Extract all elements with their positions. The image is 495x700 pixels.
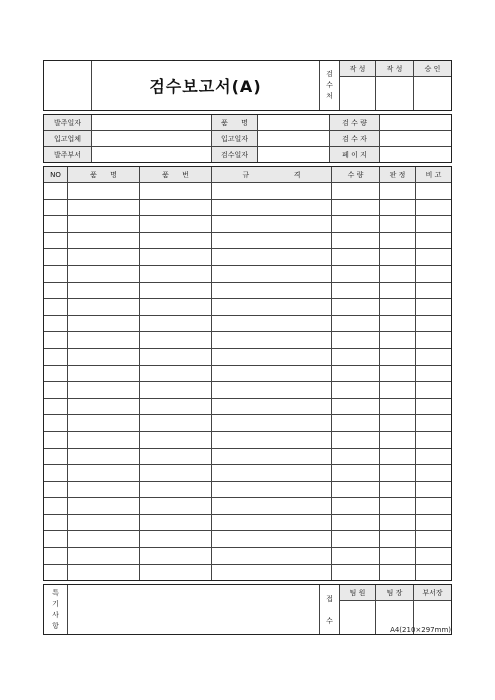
table-cell[interactable] [68, 216, 140, 233]
table-cell[interactable] [416, 498, 452, 515]
table-cell[interactable] [380, 431, 416, 448]
table-cell[interactable] [416, 465, 452, 482]
table-cell[interactable] [44, 332, 68, 349]
table-cell[interactable] [212, 199, 332, 216]
table-cell[interactable] [140, 183, 212, 200]
table-cell[interactable] [416, 183, 452, 200]
item-name-field[interactable] [258, 115, 330, 131]
col-header-quantity: 수 량 [332, 167, 380, 183]
table-cell[interactable] [332, 548, 380, 565]
table-cell[interactable] [332, 365, 380, 382]
table-cell[interactable] [380, 398, 416, 415]
table-cell[interactable] [68, 348, 140, 365]
table-cell[interactable] [44, 282, 68, 299]
report-header [43, 60, 452, 111]
table-cell[interactable] [380, 382, 416, 399]
table-cell[interactable] [332, 531, 380, 548]
table-cell[interactable] [44, 448, 68, 465]
approval-approver-label: 승 인 [414, 61, 452, 77]
table-cell[interactable] [416, 415, 452, 432]
inspected-qty-field[interactable] [380, 115, 452, 131]
table-cell[interactable] [416, 249, 452, 266]
signer-dept-head-label: 부서장 [414, 585, 452, 601]
table-cell[interactable] [44, 548, 68, 565]
table-cell[interactable] [68, 531, 140, 548]
table-cell[interactable] [44, 265, 68, 282]
table-cell[interactable] [212, 465, 332, 482]
table-cell[interactable] [68, 199, 140, 216]
table-cell[interactable] [332, 448, 380, 465]
table-cell[interactable] [212, 232, 332, 249]
table-cell[interactable] [380, 232, 416, 249]
table-cell[interactable] [140, 216, 212, 233]
signer-team-member-label: 팀 원 [340, 585, 376, 601]
table-cell[interactable] [416, 365, 452, 382]
table-cell[interactable] [212, 365, 332, 382]
table-cell[interactable] [140, 531, 212, 548]
table-cell[interactable] [416, 514, 452, 531]
table-cell[interactable] [380, 564, 416, 581]
table-cell[interactable] [332, 216, 380, 233]
table-cell[interactable] [380, 415, 416, 432]
table-cell[interactable] [140, 481, 212, 498]
table-cell[interactable] [212, 398, 332, 415]
table-cell[interactable] [68, 448, 140, 465]
table-cell[interactable] [416, 315, 452, 332]
table-cell[interactable] [380, 498, 416, 515]
table-cell[interactable] [212, 299, 332, 316]
table-cell[interactable] [140, 431, 212, 448]
table-cell[interactable] [332, 199, 380, 216]
table-cell[interactable] [380, 365, 416, 382]
signer-team-member-field[interactable] [340, 601, 376, 635]
table-cell[interactable] [140, 498, 212, 515]
col-header-no: NO [44, 167, 68, 183]
special-notes-field[interactable] [68, 585, 320, 635]
table-cell[interactable] [332, 514, 380, 531]
table-row [44, 548, 452, 565]
table-cell[interactable] [212, 265, 332, 282]
table-cell[interactable] [332, 348, 380, 365]
table-cell[interactable] [212, 514, 332, 531]
approval-writer-2-sign-field[interactable] [376, 77, 414, 111]
table-cell[interactable] [332, 415, 380, 432]
table-row [44, 183, 452, 200]
table-cell[interactable] [332, 332, 380, 349]
table-cell[interactable] [212, 332, 332, 349]
receipt-label: 접 수 [320, 585, 340, 635]
col-header-spec: 규 격 [212, 167, 332, 183]
table-cell[interactable] [44, 365, 68, 382]
table-cell[interactable] [44, 498, 68, 515]
table-cell[interactable] [380, 448, 416, 465]
paper-size-note: A4(210×297mm) [390, 626, 451, 634]
table-cell[interactable] [416, 199, 452, 216]
table-cell[interactable] [44, 249, 68, 266]
page-title: 검수보고서(A) [92, 61, 320, 111]
table-row [44, 249, 452, 266]
inspector-name-label: 검 수 자 [330, 131, 380, 147]
table-cell[interactable] [416, 564, 452, 581]
table-cell[interactable] [44, 431, 68, 448]
table-cell[interactable] [212, 382, 332, 399]
table-cell[interactable] [380, 216, 416, 233]
table-cell[interactable] [212, 282, 332, 299]
order-dept-field[interactable] [92, 147, 212, 163]
table-cell[interactable] [68, 465, 140, 482]
inspection-date-label: 검수일자 [212, 147, 258, 163]
table-cell[interactable] [68, 548, 140, 565]
table-cell[interactable] [416, 348, 452, 365]
table-cell[interactable] [380, 548, 416, 565]
table-cell[interactable] [212, 415, 332, 432]
table-cell[interactable] [68, 564, 140, 581]
table-cell[interactable] [416, 299, 452, 316]
table-cell[interactable] [416, 265, 452, 282]
table-cell[interactable] [68, 249, 140, 266]
table-cell[interactable] [380, 249, 416, 266]
order-date-label: 발주일자 [44, 115, 92, 131]
table-cell[interactable] [44, 216, 68, 233]
table-cell[interactable] [140, 282, 212, 299]
table-cell[interactable] [212, 448, 332, 465]
table-cell[interactable] [140, 415, 212, 432]
table-cell[interactable] [68, 365, 140, 382]
table-cell[interactable] [380, 315, 416, 332]
table-cell[interactable] [380, 282, 416, 299]
table-cell[interactable] [68, 398, 140, 415]
col-header-item-name: 품 명 [68, 167, 140, 183]
table-cell[interactable] [212, 183, 332, 200]
table-row [44, 199, 452, 216]
table-row [44, 431, 452, 448]
table-cell[interactable] [140, 315, 212, 332]
table-row [44, 415, 452, 432]
table-cell[interactable] [68, 315, 140, 332]
table-row [44, 265, 452, 282]
inspection-items-table [43, 166, 452, 581]
table-cell[interactable] [68, 332, 140, 349]
table-cell[interactable] [44, 232, 68, 249]
order-date-field[interactable] [92, 115, 212, 131]
table-cell[interactable] [332, 431, 380, 448]
approval-writer-2-label: 작 성 [376, 61, 414, 77]
table-cell[interactable] [380, 332, 416, 349]
table-row [44, 498, 452, 515]
table-cell[interactable] [332, 398, 380, 415]
table-cell[interactable] [332, 282, 380, 299]
table-row [44, 365, 452, 382]
table-row [44, 398, 452, 415]
inspection-date-field[interactable] [258, 147, 330, 163]
table-cell[interactable] [140, 249, 212, 266]
signer-team-leader-label: 팀 장 [376, 585, 414, 601]
table-row [44, 282, 452, 299]
table-cell[interactable] [140, 299, 212, 316]
table-row [44, 531, 452, 548]
table-cell[interactable] [44, 315, 68, 332]
col-header-remarks: 비 고 [416, 167, 452, 183]
table-cell[interactable] [212, 498, 332, 515]
table-cell[interactable] [44, 183, 68, 200]
table-cell[interactable] [68, 431, 140, 448]
table-cell[interactable] [332, 315, 380, 332]
table-cell[interactable] [212, 348, 332, 365]
table-row [44, 315, 452, 332]
inspector-name-field[interactable] [380, 131, 452, 147]
table-cell[interactable] [380, 348, 416, 365]
table-cell[interactable] [380, 199, 416, 216]
approval-writer-1-sign-field[interactable] [340, 77, 376, 111]
table-cell[interactable] [212, 481, 332, 498]
table-cell[interactable] [44, 415, 68, 432]
table-row [44, 465, 452, 482]
table-cell[interactable] [140, 514, 212, 531]
table-cell[interactable] [140, 465, 212, 482]
table-cell[interactable] [380, 183, 416, 200]
table-cell[interactable] [68, 299, 140, 316]
page-number-label: 페 이 지 [330, 147, 380, 163]
supplier-label: 입고업체 [44, 131, 92, 147]
table-cell[interactable] [332, 465, 380, 482]
inspection-report-form [43, 60, 451, 635]
receipt-date-label: 입고일자 [212, 131, 258, 147]
table-row [44, 299, 452, 316]
table-cell[interactable] [212, 431, 332, 448]
table-cell[interactable] [68, 382, 140, 399]
inspector-label: 검 수 처 [320, 61, 340, 111]
table-row [44, 564, 452, 581]
table-row [44, 514, 452, 531]
table-cell[interactable] [44, 299, 68, 316]
table-cell[interactable] [212, 315, 332, 332]
table-cell[interactable] [44, 199, 68, 216]
table-cell[interactable] [416, 232, 452, 249]
table-cell[interactable] [44, 514, 68, 531]
table-cell[interactable] [416, 216, 452, 233]
table-cell[interactable] [140, 564, 212, 581]
approval-writer-1-label: 작 성 [340, 61, 376, 77]
table-cell[interactable] [68, 265, 140, 282]
table-cell[interactable] [380, 265, 416, 282]
table-cell[interactable] [332, 265, 380, 282]
table-cell[interactable] [140, 332, 212, 349]
table-cell[interactable] [140, 365, 212, 382]
table-cell[interactable] [380, 465, 416, 482]
special-notes-label: 특 기 사 항 [44, 585, 68, 635]
table-cell[interactable] [68, 282, 140, 299]
table-cell[interactable] [332, 299, 380, 316]
table-cell[interactable] [68, 498, 140, 515]
table-cell[interactable] [332, 249, 380, 266]
table-cell[interactable] [140, 448, 212, 465]
table-cell[interactable] [380, 514, 416, 531]
table-cell[interactable] [68, 415, 140, 432]
table-row [44, 481, 452, 498]
table-cell[interactable] [332, 382, 380, 399]
table-cell[interactable] [140, 348, 212, 365]
table-cell[interactable] [140, 265, 212, 282]
table-cell[interactable] [212, 216, 332, 233]
table-cell[interactable] [44, 348, 68, 365]
table-cell[interactable] [332, 183, 380, 200]
table-row [44, 232, 452, 249]
inspected-qty-label: 검 수 량 [330, 115, 380, 131]
table-cell[interactable] [68, 232, 140, 249]
table-cell[interactable] [44, 481, 68, 498]
table-cell[interactable] [332, 498, 380, 515]
table-cell[interactable] [212, 531, 332, 548]
item-name-label: 품 명 [212, 115, 258, 131]
table-cell[interactable] [68, 183, 140, 200]
table-cell[interactable] [380, 299, 416, 316]
table-row [44, 332, 452, 349]
supplier-field[interactable] [92, 131, 212, 147]
table-cell[interactable] [140, 232, 212, 249]
table-cell[interactable] [140, 199, 212, 216]
table-cell[interactable] [212, 564, 332, 581]
table-cell[interactable] [380, 481, 416, 498]
receipt-date-field[interactable] [258, 131, 330, 147]
table-cell[interactable] [380, 531, 416, 548]
table-cell[interactable] [140, 548, 212, 565]
table-row [44, 216, 452, 233]
table-cell[interactable] [416, 531, 452, 548]
table-cell[interactable] [332, 232, 380, 249]
logo-cell[interactable] [44, 61, 92, 111]
table-cell[interactable] [416, 282, 452, 299]
table-cell[interactable] [212, 548, 332, 565]
table-cell[interactable] [44, 398, 68, 415]
table-cell[interactable] [44, 382, 68, 399]
item-rows [44, 183, 452, 581]
table-cell[interactable] [44, 465, 68, 482]
table-cell[interactable] [416, 481, 452, 498]
order-dept-label: 발주부서 [44, 147, 92, 163]
table-header-row [44, 167, 452, 183]
page-number-field[interactable] [380, 147, 452, 163]
table-row [44, 448, 452, 465]
col-header-judgment: 판 정 [380, 167, 416, 183]
table-cell[interactable] [68, 514, 140, 531]
table-cell[interactable] [212, 249, 332, 266]
table-cell[interactable] [44, 564, 68, 581]
table-cell[interactable] [416, 398, 452, 415]
table-cell[interactable] [416, 382, 452, 399]
table-cell[interactable] [140, 382, 212, 399]
table-cell[interactable] [140, 398, 212, 415]
table-cell[interactable] [416, 548, 452, 565]
approval-approver-sign-field[interactable] [414, 77, 452, 111]
table-row [44, 348, 452, 365]
order-info-table [43, 114, 452, 163]
table-cell[interactable] [416, 431, 452, 448]
table-cell[interactable] [332, 564, 380, 581]
table-cell[interactable] [68, 481, 140, 498]
table-row [44, 382, 452, 399]
table-cell[interactable] [332, 481, 380, 498]
table-cell[interactable] [44, 531, 68, 548]
col-header-item-number: 품 번 [140, 167, 212, 183]
table-cell[interactable] [416, 448, 452, 465]
table-cell[interactable] [416, 332, 452, 349]
